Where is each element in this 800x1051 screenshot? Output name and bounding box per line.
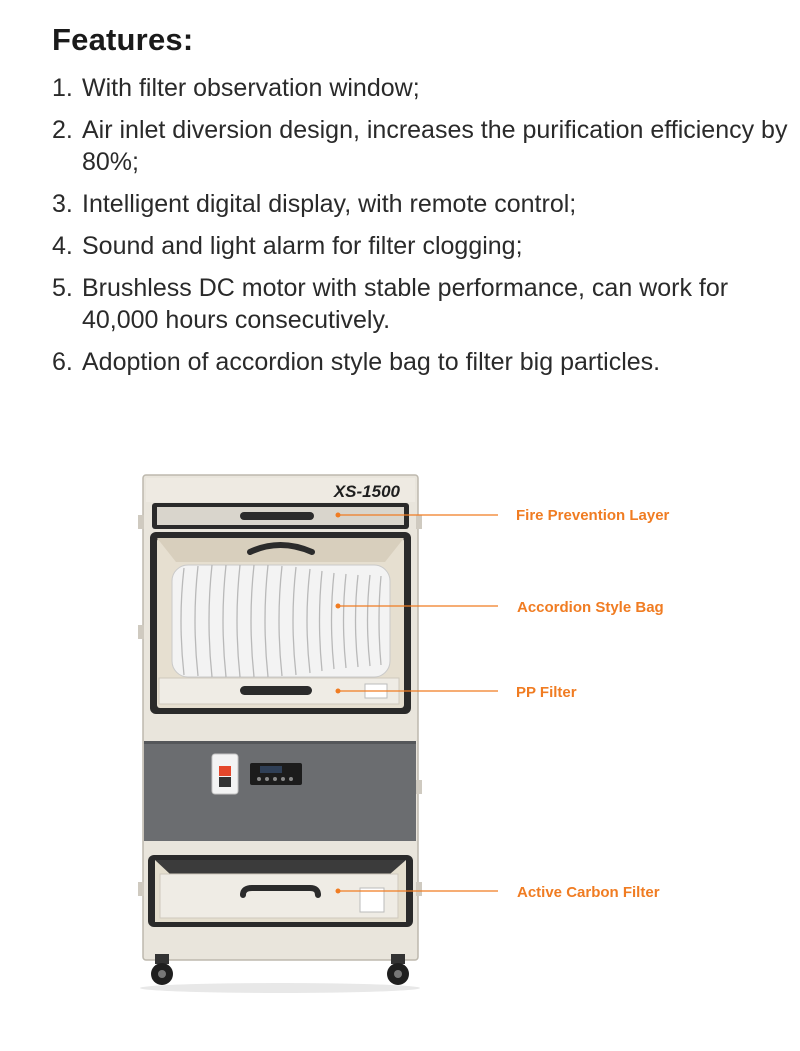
feature-item [52,272,792,336]
feature-number: 5. [52,274,73,302]
window-shadow [155,860,406,874]
display-button [281,777,285,781]
control-panel [144,741,416,841]
hinge [138,515,144,529]
display-button [257,777,261,781]
switch-red-button [219,766,231,776]
feature-item [52,114,792,178]
display-screen [260,766,282,773]
display-button [273,777,277,781]
feature-number: 3. [52,190,73,218]
panel-edge [144,741,416,744]
feature-text: Air inlet diversion design, increases the purification efficiency by 80%; [82,116,788,176]
feature-item [52,72,792,104]
callout-fire-prevention-layer: Fire Prevention Layer [516,507,670,524]
drawer-handle-icon [240,686,312,695]
callout-accordion-style-bag: Accordion Style Bag [517,599,664,616]
features-section [52,22,792,388]
features-list [52,72,792,378]
hinge [416,882,422,896]
feature-item [52,230,792,262]
hinge [138,625,144,639]
feature-item [52,346,792,378]
feature-text: Brushless DC motor with stable performance, can work for 40,000 hours consecutively. [82,274,729,334]
callout-pp-filter: PP Filter [516,684,577,701]
feature-number: 1. [52,74,73,102]
model-name: XS-1500 [333,482,400,501]
features-title: Features: [52,22,194,57]
feature-item [52,188,792,220]
product-diagram [0,470,800,1030]
accordion-bag [172,565,390,677]
feature-text: With filter observation window; [82,74,420,102]
feature-text: Intelligent digital display, with remote control; [82,190,577,218]
fume-extractor-illustration [0,470,800,1030]
feature-text: Sound and light alarm for filter clogging; [82,232,523,260]
floor-shadow [140,983,420,993]
hinge [416,515,422,529]
window-shadow [157,538,404,562]
feature-number: 6. [52,348,73,376]
hinge [138,882,144,896]
callout-active-carbon-filter: Active Carbon Filter [517,884,660,901]
feature-text: Adoption of accordion style bag to filter big particles. [82,348,661,376]
drawer-handle-icon [240,512,314,520]
display-button [265,777,269,781]
feature-number: 4. [52,232,73,260]
display-button [289,777,293,781]
switch-black-button [219,777,231,787]
hinge [416,780,422,794]
feature-number: 2. [52,116,73,144]
